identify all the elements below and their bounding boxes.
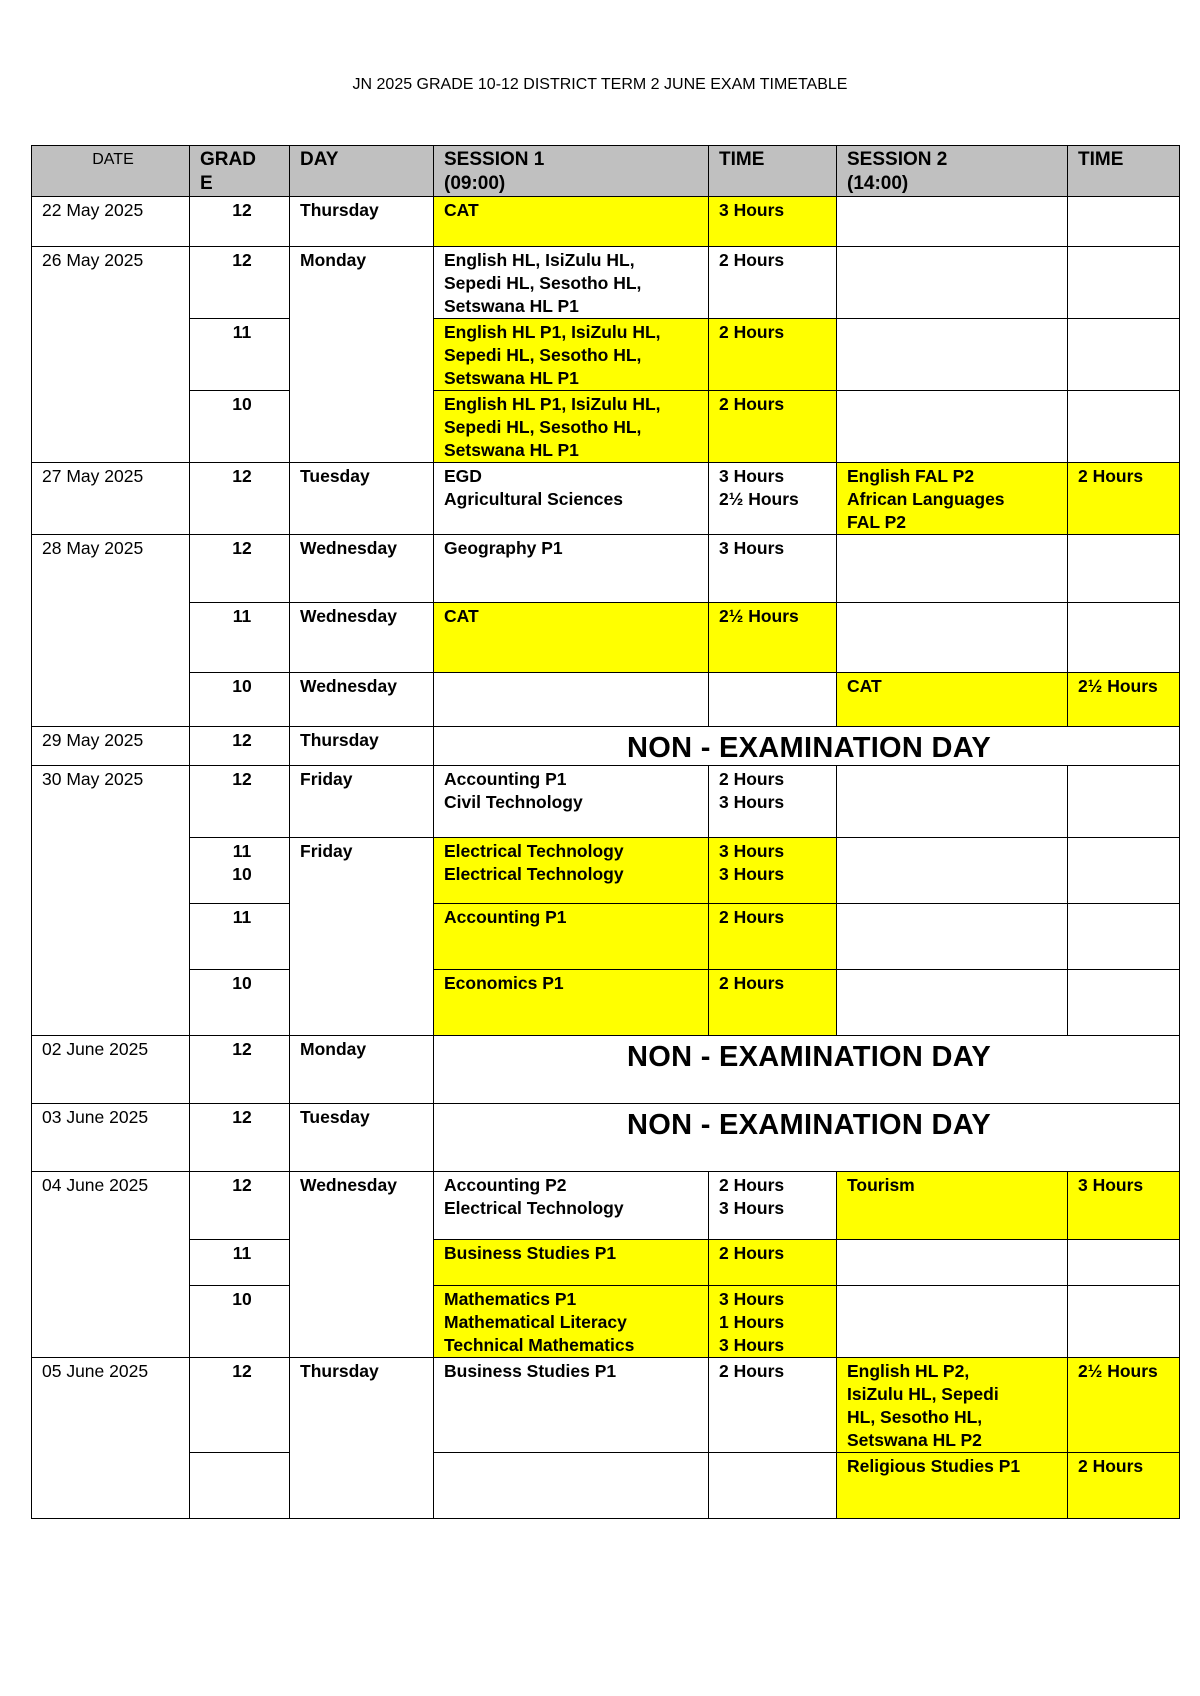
date-cell bbox=[32, 904, 190, 970]
session-1-time: 2 Hours bbox=[709, 247, 837, 319]
date-cell: 02 June 2025 bbox=[32, 1036, 190, 1104]
grade-cell: 12 bbox=[190, 727, 290, 766]
grade-cell: 10 bbox=[190, 391, 290, 463]
date-cell bbox=[32, 1286, 190, 1358]
table-row bbox=[32, 1240, 1180, 1286]
header-session-1: SESSION 1 (09:00) bbox=[434, 146, 709, 197]
session-1-subjects: Accounting P1 bbox=[434, 904, 709, 970]
session-2-subjects: English FAL P2 African Languages FAL P2 bbox=[837, 463, 1068, 535]
day-cell: Wednesday bbox=[290, 603, 434, 673]
day-cell: Friday bbox=[290, 838, 434, 904]
session-2-time bbox=[1068, 535, 1180, 603]
day-cell: Wednesday bbox=[290, 1172, 434, 1240]
table-row bbox=[32, 1358, 1180, 1453]
table-row bbox=[32, 1453, 1180, 1519]
session-1-subjects: Electrical Technology Electrical Technology bbox=[434, 838, 709, 904]
header-date: DATE bbox=[32, 146, 190, 197]
session-2-time bbox=[1068, 838, 1180, 904]
header-row bbox=[32, 146, 1180, 197]
session-1-time: 3 Hours 1 Hours 3 Hours bbox=[709, 1286, 837, 1358]
grade-cell: 10 bbox=[190, 970, 290, 1036]
day-cell: Thursday bbox=[290, 727, 434, 766]
table-row bbox=[32, 1104, 1180, 1172]
session-2-subjects bbox=[837, 970, 1068, 1036]
table-row bbox=[32, 727, 1180, 766]
grade-cell: 12 bbox=[190, 535, 290, 603]
session-1-subjects: Business Studies P1 bbox=[434, 1240, 709, 1286]
table-row bbox=[32, 535, 1180, 603]
date-cell bbox=[32, 319, 190, 391]
session-2-time bbox=[1068, 970, 1180, 1036]
grade-cell: 10 bbox=[190, 673, 290, 727]
session-2-subjects bbox=[837, 838, 1068, 904]
grade-cell: 11 bbox=[190, 904, 290, 970]
grade-cell: 12 bbox=[190, 1036, 290, 1104]
day-cell bbox=[290, 1286, 434, 1358]
grade-cell: 12 bbox=[190, 197, 290, 247]
table-row bbox=[32, 197, 1180, 247]
session-1-subjects: English HL P1, IsiZulu HL, Sepedi HL, Sesotho HL, Setswana HL P1 bbox=[434, 319, 709, 391]
day-cell: Wednesday bbox=[290, 673, 434, 727]
session-1-time: 3 Hours 2½ Hours bbox=[709, 463, 837, 535]
table-row bbox=[32, 904, 1180, 970]
date-cell: 27 May 2025 bbox=[32, 463, 190, 535]
table-row bbox=[32, 603, 1180, 673]
day-cell: Monday bbox=[290, 1036, 434, 1104]
date-cell: 03 June 2025 bbox=[32, 1104, 190, 1172]
grade-cell: 11 10 bbox=[190, 838, 290, 904]
table-row bbox=[32, 970, 1180, 1036]
date-cell: 22 May 2025 bbox=[32, 197, 190, 247]
grade-cell: 12 bbox=[190, 766, 290, 838]
day-cell bbox=[290, 1453, 434, 1519]
day-cell bbox=[290, 970, 434, 1036]
day-cell: Tuesday bbox=[290, 463, 434, 535]
session-2-subjects bbox=[837, 197, 1068, 247]
session-2-time bbox=[1068, 1240, 1180, 1286]
session-2-time: 2 Hours bbox=[1068, 463, 1180, 535]
timetable-body bbox=[32, 197, 1180, 1519]
grade-cell: 12 bbox=[190, 1104, 290, 1172]
session-1-subjects: Accounting P1 Civil Technology bbox=[434, 766, 709, 838]
table-row bbox=[32, 838, 1180, 904]
session-1-subjects: Economics P1 bbox=[434, 970, 709, 1036]
date-cell: 05 June 2025 bbox=[32, 1358, 190, 1453]
day-cell: Monday bbox=[290, 247, 434, 319]
day-cell bbox=[290, 319, 434, 391]
session-1-subjects: CAT bbox=[434, 197, 709, 247]
session-2-time bbox=[1068, 1286, 1180, 1358]
session-1-subjects: English HL P1, IsiZulu HL, Sepedi HL, Sesotho HL, Setswana HL P1 bbox=[434, 391, 709, 463]
session-1-time: 2 Hours 3 Hours bbox=[709, 766, 837, 838]
day-cell bbox=[290, 1240, 434, 1286]
document-title: JN 2025 GRADE 10-12 DISTRICT TERM 2 JUNE EXAM TIMETABLE bbox=[352, 76, 848, 93]
date-cell: 26 May 2025 bbox=[32, 247, 190, 319]
session-2-time bbox=[1068, 247, 1180, 319]
session-1-time: 2 Hours bbox=[709, 904, 837, 970]
session-2-subjects bbox=[837, 319, 1068, 391]
date-cell: 28 May 2025 bbox=[32, 535, 190, 603]
day-cell bbox=[290, 391, 434, 463]
session-2-time: 2½ Hours bbox=[1068, 1358, 1180, 1453]
non-examination-day: NON - EXAMINATION DAY bbox=[434, 1104, 1180, 1172]
session-2-subjects: Religious Studies P1 bbox=[837, 1453, 1068, 1519]
session-2-subjects bbox=[837, 603, 1068, 673]
table-row bbox=[32, 1286, 1180, 1358]
session-1-time: 2 Hours bbox=[709, 1358, 837, 1453]
header-grade: GRAD E bbox=[190, 146, 290, 197]
session-2-time bbox=[1068, 904, 1180, 970]
session-2-time bbox=[1068, 197, 1180, 247]
session-2-time bbox=[1068, 766, 1180, 838]
non-examination-day: NON - EXAMINATION DAY bbox=[434, 727, 1180, 766]
session-1-time: 3 Hours 3 Hours bbox=[709, 838, 837, 904]
table-row bbox=[32, 766, 1180, 838]
session-2-subjects bbox=[837, 247, 1068, 319]
session-1-subjects: English HL, IsiZulu HL, Sepedi HL, Sesotho HL, Setswana HL P1 bbox=[434, 247, 709, 319]
session-2-subjects bbox=[837, 904, 1068, 970]
date-cell: 30 May 2025 bbox=[32, 766, 190, 838]
grade-cell: 10 bbox=[190, 1286, 290, 1358]
session-2-time: 2½ Hours bbox=[1068, 673, 1180, 727]
grade-cell: 12 bbox=[190, 1172, 290, 1240]
table-row bbox=[32, 1036, 1180, 1104]
session-2-time bbox=[1068, 391, 1180, 463]
date-cell: 04 June 2025 bbox=[32, 1172, 190, 1240]
table-row bbox=[32, 319, 1180, 391]
session-2-subjects bbox=[837, 535, 1068, 603]
header-session-2: SESSION 2 (14:00) bbox=[837, 146, 1068, 197]
session-2-time bbox=[1068, 603, 1180, 673]
grade-cell bbox=[190, 1453, 290, 1519]
date-cell bbox=[32, 603, 190, 673]
table-row bbox=[32, 391, 1180, 463]
session-1-time: 2 Hours bbox=[709, 1240, 837, 1286]
table-row bbox=[32, 247, 1180, 319]
session-1-time bbox=[709, 673, 837, 727]
session-2-time: 2 Hours bbox=[1068, 1453, 1180, 1519]
date-cell bbox=[32, 1240, 190, 1286]
session-2-subjects bbox=[837, 766, 1068, 838]
header-day: DAY bbox=[290, 146, 434, 197]
session-2-subjects bbox=[837, 391, 1068, 463]
session-1-subjects bbox=[434, 673, 709, 727]
session-2-subjects bbox=[837, 1286, 1068, 1358]
date-cell bbox=[32, 391, 190, 463]
session-2-subjects: English HL P2, IsiZulu HL, Sepedi HL, Sesotho HL, Setswana HL P2 bbox=[837, 1358, 1068, 1453]
session-1-subjects: Mathematics P1 Mathematical Literacy Technical Mathematics bbox=[434, 1286, 709, 1358]
day-cell: Tuesday bbox=[290, 1104, 434, 1172]
grade-cell: 12 bbox=[190, 463, 290, 535]
session-2-time: 3 Hours bbox=[1068, 1172, 1180, 1240]
session-1-subjects: Business Studies P1 bbox=[434, 1358, 709, 1453]
day-cell: Thursday bbox=[290, 1358, 434, 1453]
session-1-subjects: EGD Agricultural Sciences bbox=[434, 463, 709, 535]
day-cell: Friday bbox=[290, 766, 434, 838]
day-cell: Wednesday bbox=[290, 535, 434, 603]
session-1-time: 3 Hours bbox=[709, 535, 837, 603]
day-cell bbox=[290, 904, 434, 970]
session-2-subjects bbox=[837, 1240, 1068, 1286]
session-1-time: 2 Hours bbox=[709, 970, 837, 1036]
header-time-1: TIME bbox=[709, 146, 837, 197]
session-1-subjects bbox=[434, 1453, 709, 1519]
session-1-time: 2 Hours bbox=[709, 319, 837, 391]
session-1-subjects: Accounting P2 Electrical Technology bbox=[434, 1172, 709, 1240]
grade-cell: 11 bbox=[190, 1240, 290, 1286]
session-2-time bbox=[1068, 319, 1180, 391]
exam-timetable bbox=[31, 145, 1180, 1519]
date-cell: 29 May 2025 bbox=[32, 727, 190, 766]
date-cell bbox=[32, 970, 190, 1036]
table-row bbox=[32, 1172, 1180, 1240]
grade-cell: 12 bbox=[190, 1358, 290, 1453]
session-1-time bbox=[709, 1453, 837, 1519]
date-cell bbox=[32, 673, 190, 727]
session-2-subjects: Tourism bbox=[837, 1172, 1068, 1240]
grade-cell: 12 bbox=[190, 247, 290, 319]
session-1-time: 2½ Hours bbox=[709, 603, 837, 673]
session-1-subjects: CAT bbox=[434, 603, 709, 673]
date-cell bbox=[32, 838, 190, 904]
session-1-time: 2 Hours bbox=[709, 391, 837, 463]
day-cell: Thursday bbox=[290, 197, 434, 247]
date-cell bbox=[32, 1453, 190, 1519]
header-time-2: TIME bbox=[1068, 146, 1180, 197]
session-1-time: 2 Hours 3 Hours bbox=[709, 1172, 837, 1240]
grade-cell: 11 bbox=[190, 603, 290, 673]
table-row bbox=[32, 673, 1180, 727]
grade-cell: 11 bbox=[190, 319, 290, 391]
non-examination-day: NON - EXAMINATION DAY bbox=[434, 1036, 1180, 1104]
table-row bbox=[32, 463, 1180, 535]
session-2-subjects: CAT bbox=[837, 673, 1068, 727]
session-1-subjects: Geography P1 bbox=[434, 535, 709, 603]
session-1-time: 3 Hours bbox=[709, 197, 837, 247]
